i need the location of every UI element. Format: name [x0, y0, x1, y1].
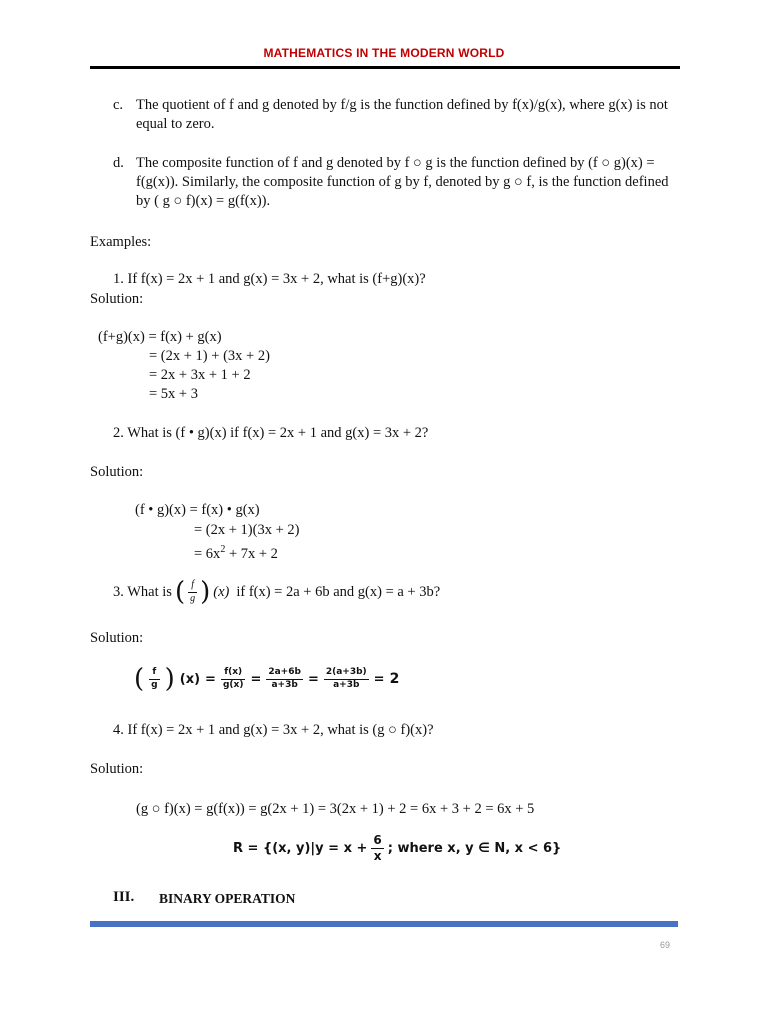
- relation-definition: [233, 834, 561, 862]
- sol-result: 2: [389, 671, 400, 687]
- section-title: BINARY OPERATION: [159, 891, 296, 906]
- sol-lhs-den: g: [151, 679, 158, 690]
- page-header-title: MATHEMATICS IN THE MODERN WORLD: [263, 46, 505, 60]
- ex4-solution-label: Solution:: [90, 761, 144, 777]
- ex3-rest: if f(x) = 2a + 6b and g(x) = a + 3b?: [236, 583, 441, 600]
- sol-close-paren: ): [164, 664, 175, 694]
- relation-fraction: [371, 834, 383, 862]
- sol-eq-1: =: [205, 671, 216, 687]
- relation-prefix: R = {(x, y)|y = x +: [233, 840, 368, 856]
- ex1-line-3: = 2x + 3x + 1 + 2: [149, 367, 251, 383]
- item-d-text: The composite function of f and g denoted by f ○ g is the function defined by (f ○ g)(x) = f(g(x)). Similarly, the composite function of g by f, denoted by g ○ f, is the function defined by ( g ○ f)(x) = g(f(x)).: [136, 155, 669, 209]
- sol-frac-3-den: a+3b: [333, 679, 360, 690]
- sol-lhs-fraction: [149, 668, 159, 690]
- sol-frac-1: [221, 668, 245, 690]
- ex2-line-3-exponent: 2: [220, 544, 226, 555]
- ex2-line-3-a: = 6x: [194, 545, 221, 562]
- ex2-line-1: (f • g)(x) = f(x) • g(x): [135, 502, 260, 518]
- ex1-line-4: = 5x + 3: [149, 386, 198, 402]
- sol-eq-3: =: [307, 671, 319, 687]
- ex3-solution-label: Solution:: [90, 630, 144, 646]
- item-c-text: The quotient of f and g denoted by f/g is the function defined by f(x)/g(x), where g(x) is not equal to zero.: [136, 97, 668, 132]
- sol-frac-1-den: g(x): [222, 679, 244, 690]
- item-c-marker: c.: [113, 97, 124, 113]
- footer-rule: [90, 921, 678, 927]
- item-d-marker: d.: [113, 155, 124, 171]
- ex3-fraction: [188, 580, 197, 604]
- sol-lhs-arg: (x): [179, 671, 201, 687]
- ex1-question: 1. If f(x) = 2x + 1 and g(x) = 3x + 2, what is (f+g)(x)?: [113, 271, 426, 287]
- ex4-line: (g ○ f)(x) = g(f(x)) = g(2x + 1) = 3(2x + 1) + 2 = 6x + 3 + 2 = 6x + 5: [136, 801, 535, 817]
- examples-label: Examples:: [90, 234, 152, 250]
- sol-lhs-num: f: [149, 668, 159, 679]
- ex1-solution-label: Solution:: [90, 291, 144, 307]
- ex2-question: 2. What is (f • g)(x) if f(x) = 2x + 1 and g(x) = 3x + 2?: [113, 425, 429, 441]
- relation-frac-den: x: [373, 848, 382, 863]
- ex4-question: 4. If f(x) = 2x + 1 and g(x) = 3x + 2, what is (g ○ f)(x)?: [113, 722, 434, 738]
- sol-eq-4: =: [373, 671, 385, 687]
- ex2-solution-label: Solution:: [90, 464, 144, 480]
- sol-frac-2-num: 2a+6b: [266, 668, 303, 679]
- ex2-line-3-b: + 7x + 2: [225, 545, 278, 562]
- ex3-number: 3. What is: [113, 583, 172, 600]
- ex3-arg: (x): [213, 583, 230, 600]
- ex3-close-paren: ): [200, 576, 211, 607]
- sol-open-paren: (: [134, 664, 145, 694]
- sol-frac-2: [266, 668, 303, 690]
- sol-frac-3-num: 2(a+3b): [324, 668, 369, 679]
- ex3-question: [113, 576, 441, 607]
- section-numeral: III.: [113, 889, 135, 905]
- ex3-solution-equation: [134, 664, 399, 694]
- page-number: 69: [660, 940, 671, 950]
- sol-eq-2: =: [250, 671, 262, 687]
- ex3-open-paren: (: [174, 576, 186, 607]
- sol-frac-2-den: a+3b: [271, 679, 298, 690]
- relation-frac-num: 6: [373, 833, 382, 847]
- ex2-line-2: = (2x + 1)(3x + 2): [194, 522, 300, 538]
- ex3-frac-num: f: [188, 580, 197, 593]
- relation-suffix: ; where x, y ∈ N, x < 6}: [387, 840, 562, 856]
- sol-frac-1-num: f(x): [221, 668, 245, 679]
- ex1-line-1: (f+g)(x) = f(x) + g(x): [98, 329, 222, 345]
- ex2-line-3: [194, 540, 278, 564]
- ex3-frac-den: g: [190, 592, 196, 604]
- sol-frac-3: [324, 668, 369, 690]
- ex1-line-2: = (2x + 1) + (3x + 2): [149, 348, 270, 364]
- header-rule: [90, 66, 680, 69]
